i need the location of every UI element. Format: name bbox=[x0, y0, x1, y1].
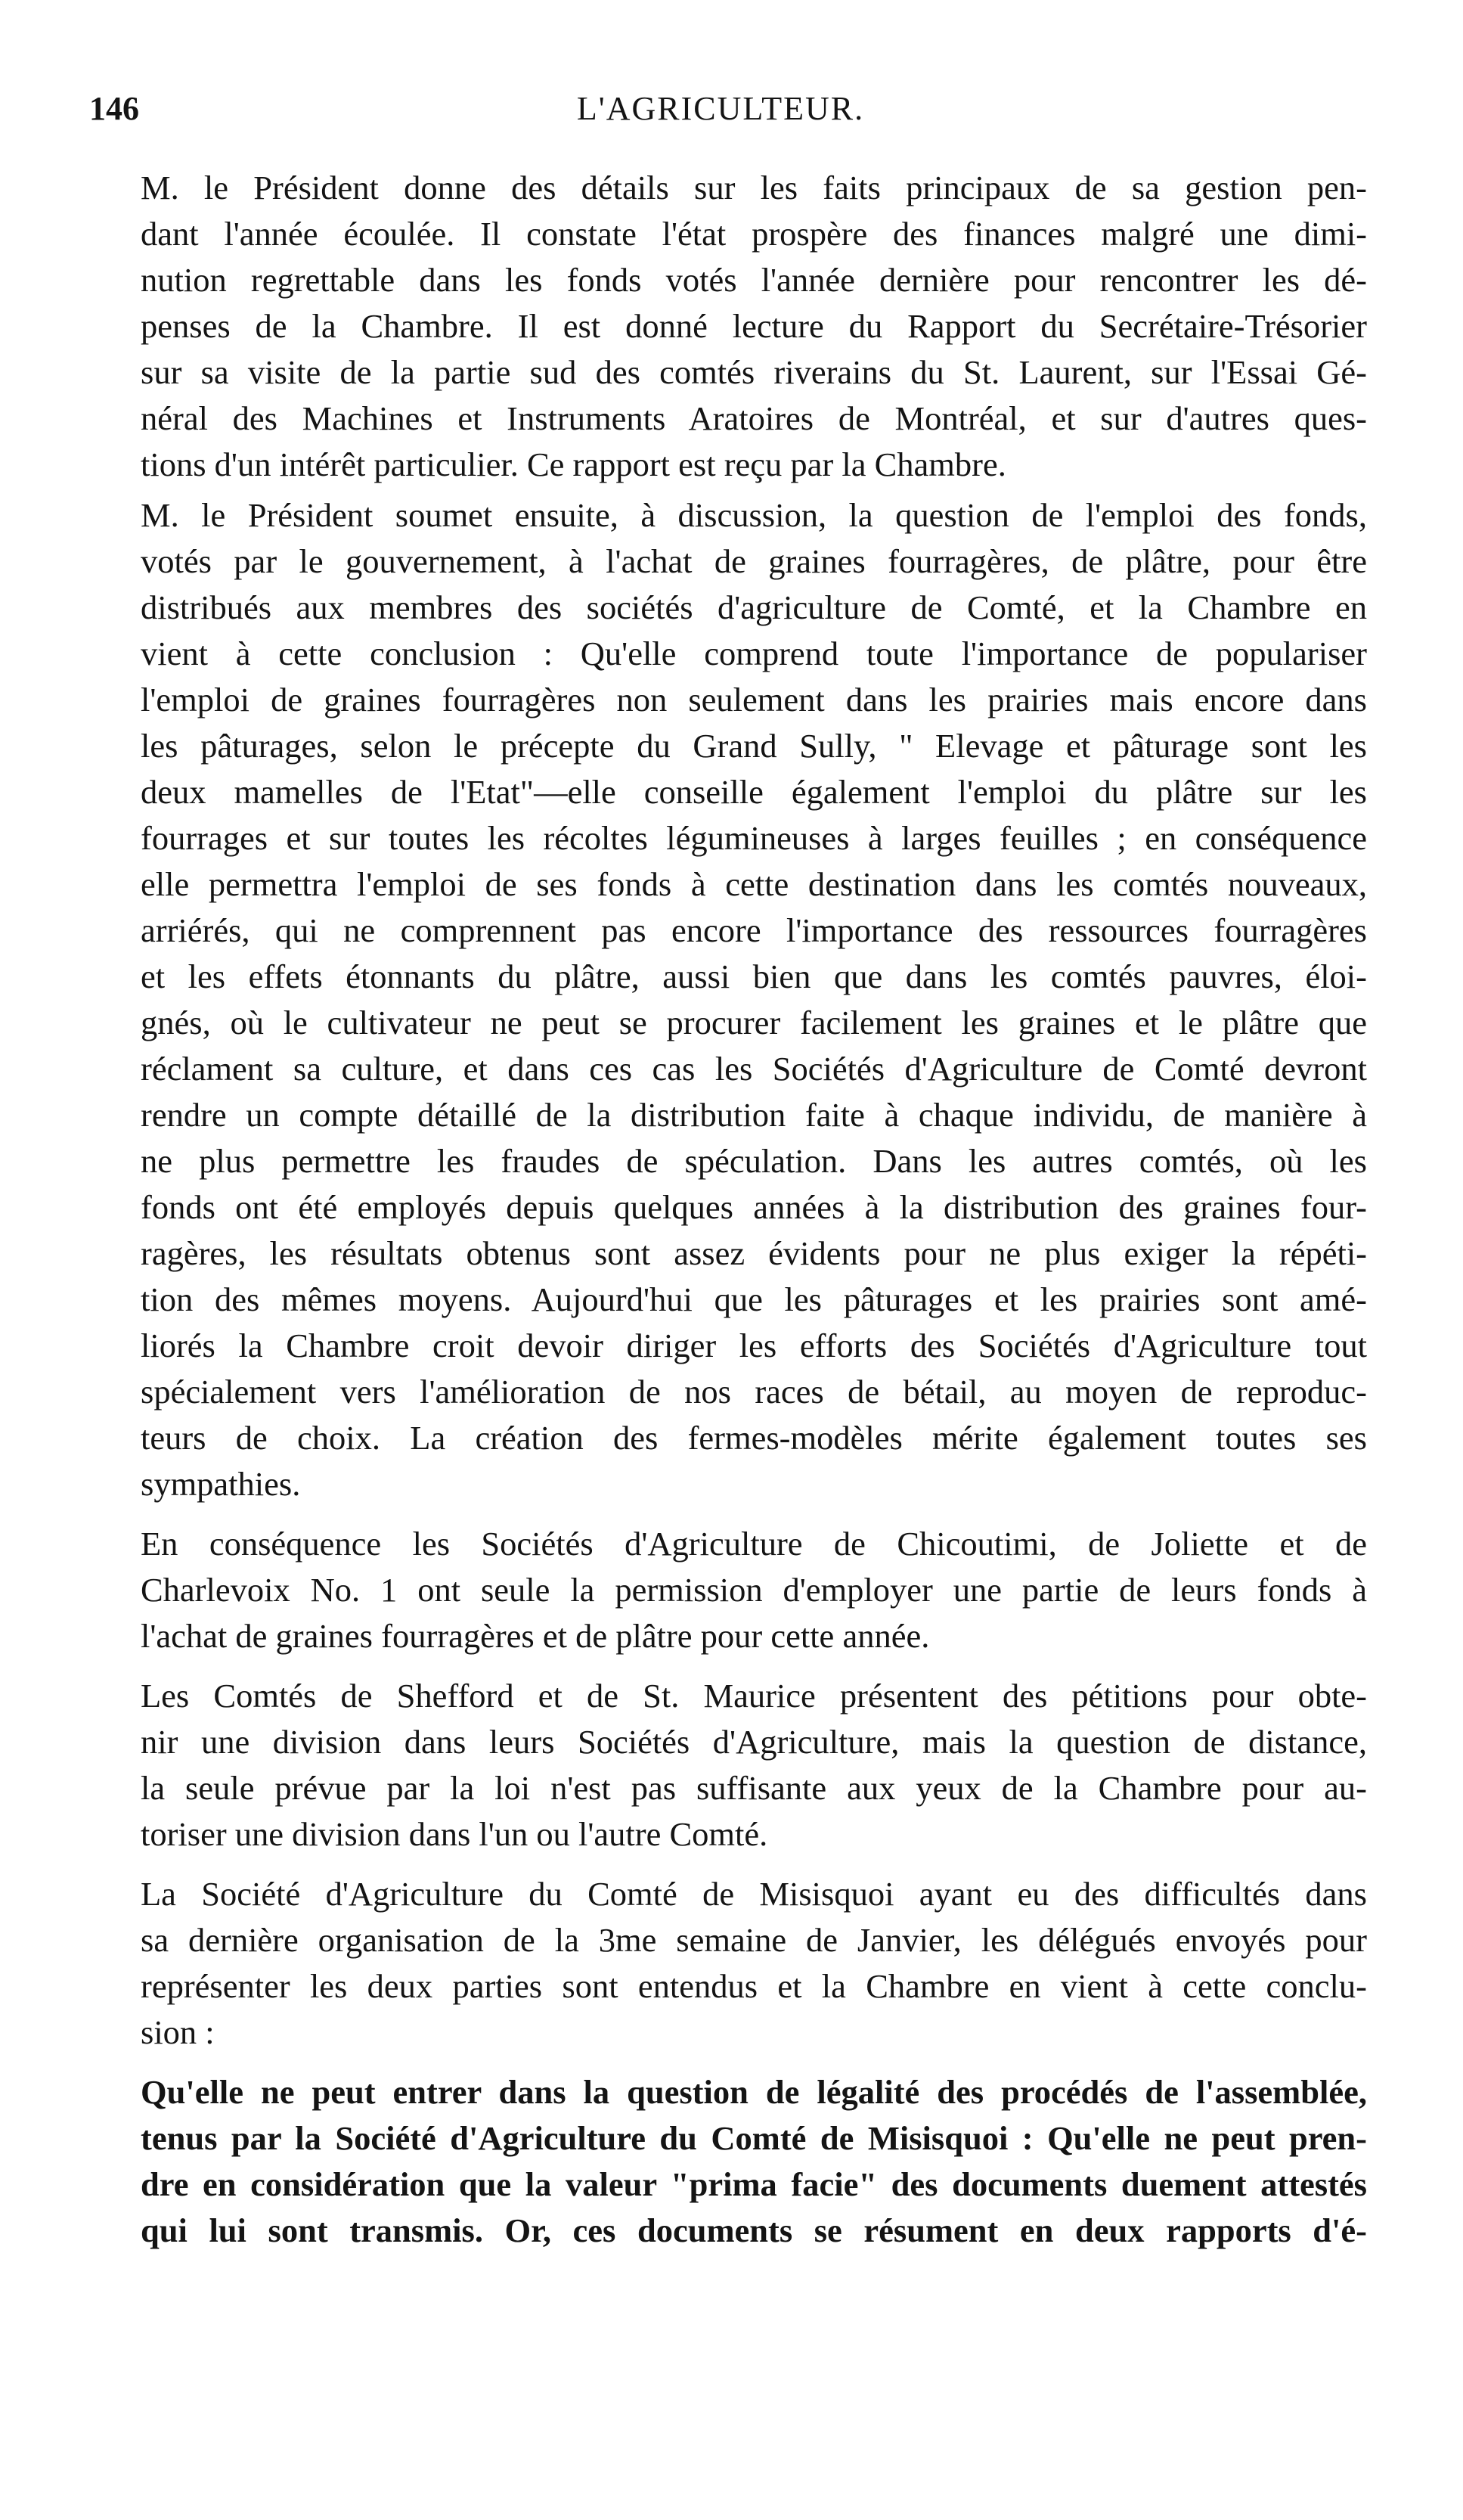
text-line: rendre un compte détaillé de la distribution faite à chaque individu, de manière à bbox=[141, 1096, 1367, 1134]
text-line: M. le Président donne des détails sur les faits principaux de sa gestion pen- bbox=[141, 169, 1367, 206]
text-line: tions d'un intérêt particulier. Ce rapport est reçu par la Chambre. bbox=[141, 445, 1006, 483]
text-line: la seule prévue par la loi n'est pas suffisante aux yeux de la Chambre pour au- bbox=[141, 1769, 1367, 1807]
text-line: fourrages et sur toutes les récoltes légumineuses à larges feuilles ; en conséquence bbox=[141, 819, 1367, 857]
text-line: liorés la Chambre croit devoir diriger les efforts des Sociétés d'Agriculture tout bbox=[141, 1327, 1367, 1364]
text-line: sion : bbox=[141, 2013, 215, 2051]
text-line: M. le Président soumet ensuite, à discussion, la question de l'emploi des fonds, bbox=[141, 496, 1367, 534]
text-line: deux mamelles de l'Etat"—elle conseille également l'emploi du plâtre sur les bbox=[141, 773, 1367, 811]
text-line: toriser une division dans l'un ou l'autre Comté. bbox=[141, 1815, 768, 1853]
page-number: 146 bbox=[89, 90, 139, 127]
text-line: sa dernière organisation de la 3me semaine de Janvier, les délégués envoyés pour bbox=[141, 1921, 1367, 1959]
text-line: réclament sa culture, et dans ces cas les Sociétés d'Agriculture de Comté devront bbox=[141, 1050, 1367, 1088]
text-line: tion des mêmes moyens. Aujourd'hui que les pâturages et les prairies sont amé- bbox=[141, 1280, 1367, 1318]
text-line: spécialement vers l'amélioration de nos races de bétail, au moyen de reproduc- bbox=[141, 1373, 1367, 1411]
paragraph-misisquoi bbox=[89, 1871, 1367, 2056]
text-line: elle permettra l'emploi de ses fonds à cette destination dans les comtés nouveaux, bbox=[141, 865, 1367, 903]
text-line: dant l'année écoulée. Il constate l'état prospère des finances malgré une dimi- bbox=[141, 215, 1367, 253]
text-line: distribués aux membres des sociétés d'agriculture de Comté, et la Chambre en bbox=[141, 588, 1367, 626]
text-line: l'achat de graines fourragères et de plâtre pour cette année. bbox=[141, 1617, 930, 1655]
text-line: l'emploi de graines fourragères non seulement dans les prairies mais encore dans bbox=[141, 681, 1367, 718]
text-line: penses de la Chambre. Il est donné lecture du Rapport du Secrétaire-Trésorier bbox=[141, 307, 1367, 345]
paragraph-president-report bbox=[89, 165, 1367, 488]
text-line: les pâturages, selon le précepte du Grand Sully, " Elevage et pâturage sont les bbox=[141, 727, 1367, 765]
text-line: arriérés, qui ne comprennent pas encore l'importance des ressources fourragères bbox=[141, 911, 1367, 949]
body-text bbox=[89, 165, 1367, 2258]
text-line: néral des Machines et Instruments Aratoires de Montréal, et sur d'autres ques- bbox=[141, 399, 1367, 437]
text-line: nir une division dans leurs Sociétés d'Agriculture, mais la question de distance, bbox=[141, 1723, 1367, 1761]
text-line: représenter les deux parties sont entendus et la Chambre en vient à cette conclu- bbox=[141, 1967, 1367, 2005]
text-line: votés par le gouvernement, à l'achat de graines fourragères, de plâtre, pour être bbox=[141, 542, 1367, 580]
text-line: Charlevoix No. 1 ont seule la permission d'employer une partie de leurs fonds à bbox=[141, 1571, 1367, 1609]
paragraph-consequence bbox=[89, 1521, 1367, 1659]
text-line: tenus par la Société d'Agriculture du Comté de Misisquoi : Qu'elle ne peut pren- bbox=[141, 2119, 1367, 2157]
paragraph-shefford-petitions bbox=[89, 1673, 1367, 1857]
text-line: ragères, les résultats obtenus sont assez évidents pour ne plus exiger la répéti- bbox=[141, 1234, 1367, 1272]
page-header bbox=[89, 89, 1352, 150]
text-line: Qu'elle ne peut entrer dans la question de légalité des procédés de l'assemblée, bbox=[141, 2073, 1367, 2111]
text-line: Les Comtés de Shefford et de St. Maurice présentent des pétitions pour obte- bbox=[141, 1677, 1367, 1715]
text-line: vient à cette conclusion : Qu'elle comprend toute l'importance de populariser bbox=[141, 635, 1367, 672]
text-line: ne plus permettre les fraudes de spéculation. Dans les autres comtés, où les bbox=[141, 1142, 1367, 1180]
text-line: La Société d'Agriculture du Comté de Misisquoi ayant eu des difficultés dans bbox=[141, 1875, 1367, 1913]
text-line: qui lui sont transmis. Or, ces documents se résument en deux rapports d'é- bbox=[141, 2211, 1367, 2249]
paragraph-fonds-discussion bbox=[89, 492, 1367, 1507]
text-line: sur sa visite de la partie sud des comtés riverains du St. Laurent, sur l'Essai Gé- bbox=[141, 353, 1367, 391]
text-line: teurs de choix. La création des fermes-modèles mérite également toutes ses bbox=[141, 1419, 1367, 1457]
text-line: fonds ont été employés depuis quelques années à la distribution des graines four- bbox=[141, 1188, 1367, 1226]
text-line: gnés, où le cultivateur ne peut se procurer facilement les graines et le plâtre que bbox=[141, 1004, 1367, 1041]
text-line: et les effets étonnants du plâtre, aussi bien que dans les comtés pauvres, éloi- bbox=[141, 957, 1367, 995]
text-line: dre en considération que la valeur "prima facie" des documents duement attestés bbox=[141, 2165, 1367, 2203]
text-line: nution regrettable dans les fonds votés l'année dernière pour rencontrer les dé- bbox=[141, 261, 1367, 299]
running-title: L'AGRICULTEUR. bbox=[576, 90, 865, 127]
text-line: sympathies. bbox=[141, 1465, 301, 1503]
text-line: En conséquence les Sociétés d'Agriculture de Chicoutimi, de Joliette et de bbox=[141, 1525, 1367, 1563]
paragraph-legality bbox=[89, 2069, 1367, 2254]
